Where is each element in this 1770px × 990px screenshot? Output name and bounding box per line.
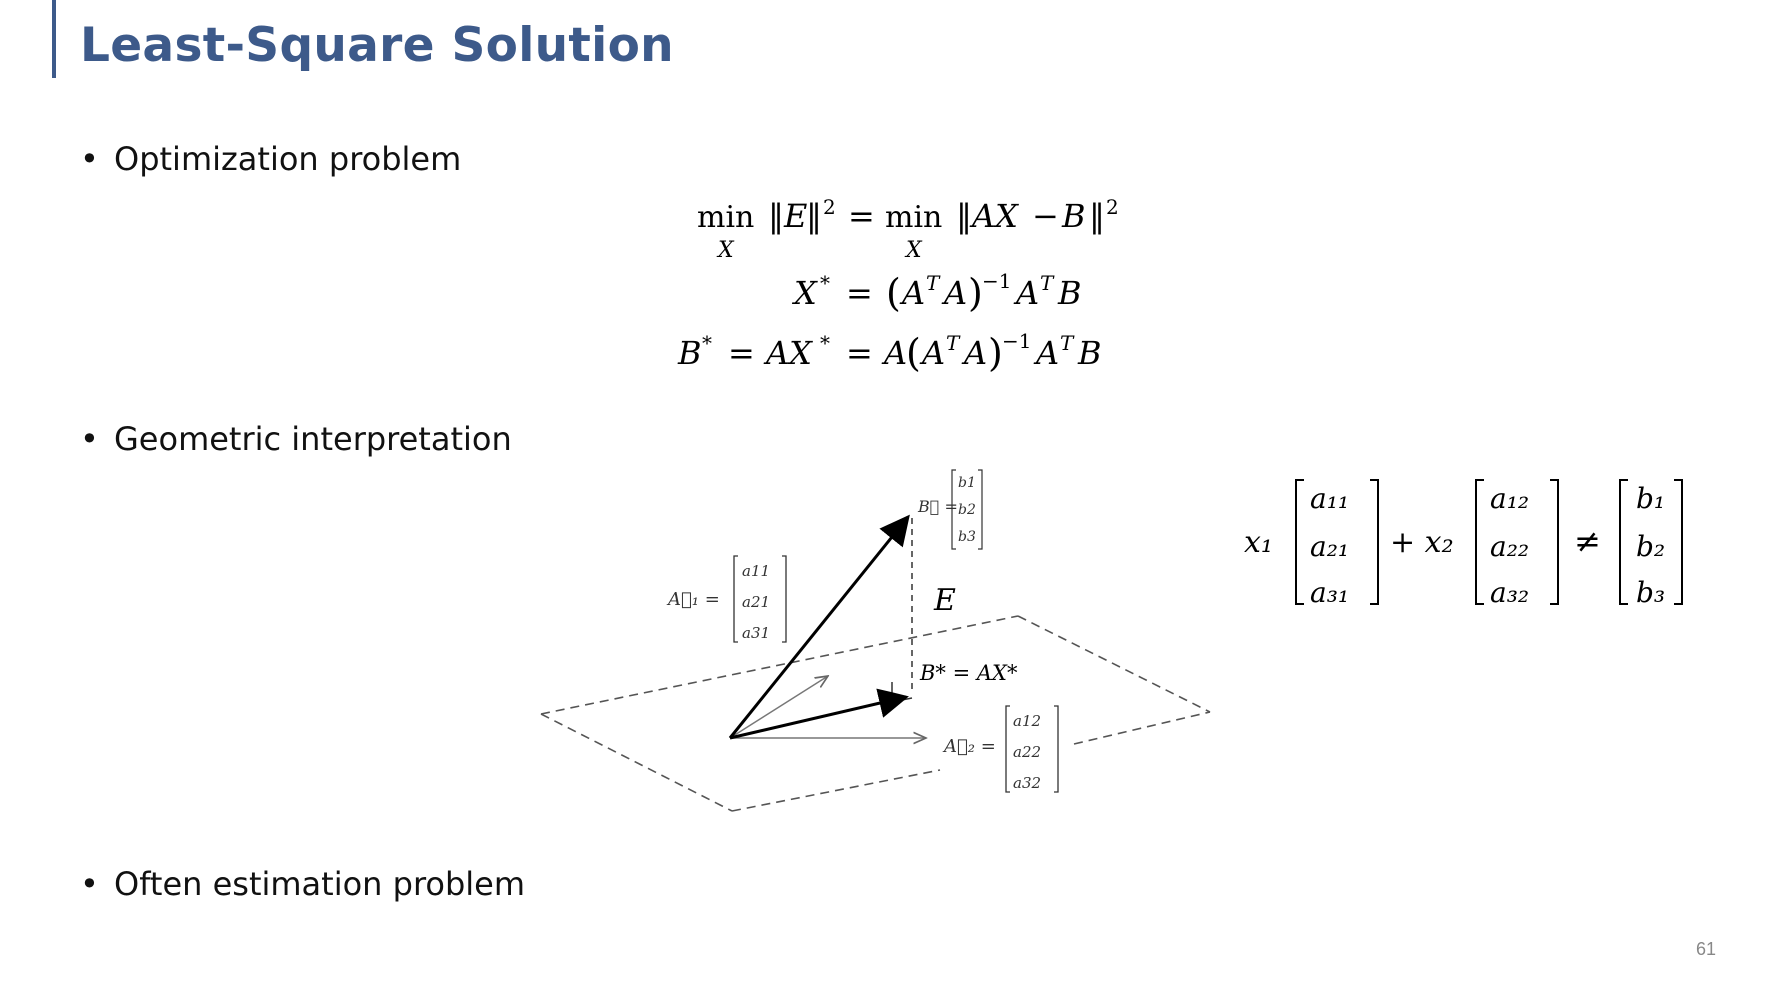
- svg-text:−1: −1: [982, 269, 1012, 293]
- a2-entry-3: a32: [1013, 774, 1042, 792]
- col1-entry-3: a₃₁: [1310, 576, 1350, 609]
- svg-text:‖: ‖: [956, 197, 972, 235]
- bracket-right-icon: [1674, 480, 1682, 604]
- page-number: 61: [1695, 939, 1716, 959]
- equation-b-star: [677, 329, 1102, 375]
- b-vector-label: [917, 470, 982, 549]
- svg-text:‖: ‖: [768, 197, 784, 235]
- svg-text:): ): [968, 271, 983, 315]
- col2-entry-2: a₂₂: [1490, 530, 1530, 563]
- a2-entry-1: a12: [1013, 712, 1042, 730]
- svg-text:A: A: [1016, 274, 1040, 312]
- svg-text:B: B: [1078, 334, 1102, 372]
- a1-vector-label: [666, 556, 786, 642]
- svg-text:A: A: [944, 274, 968, 312]
- svg-text:‖: ‖: [806, 197, 822, 235]
- bracket-left-icon: [1006, 706, 1010, 792]
- a1-entry-3: a31: [742, 624, 771, 642]
- svg-text:=: =: [846, 274, 873, 312]
- svg-text:min: min: [697, 200, 755, 235]
- svg-text:B: B: [678, 334, 702, 372]
- svg-text:‖: ‖: [1089, 197, 1105, 235]
- b-entry-1: b1: [958, 475, 976, 491]
- equation-x-star: [791, 269, 1082, 315]
- svg-text:X: X: [794, 274, 817, 312]
- a1-entry-1: a11: [742, 562, 771, 580]
- bullet-dot-icon: •: [80, 865, 99, 903]
- a2-vector-eq-text: A⃗₂ =: [944, 736, 996, 757]
- b-entry-3: b3: [958, 529, 976, 545]
- a1-vector-eq-text: A⃗₁ =: [668, 589, 720, 610]
- a2-entry-2: a22: [1013, 743, 1042, 761]
- svg-text:A: A: [884, 334, 908, 372]
- plane-parallelogram: [541, 616, 1210, 811]
- svg-text:T: T: [1060, 331, 1074, 355]
- bracket-left-icon: [1476, 480, 1484, 604]
- bracket-right-icon: [782, 556, 786, 642]
- bullet-text: Often estimation problem: [114, 865, 526, 903]
- svg-text:A: A: [902, 274, 926, 312]
- bullet-text: Optimization problem: [114, 140, 462, 178]
- svg-text:(: (: [906, 331, 921, 375]
- svg-text:AX: AX: [766, 334, 812, 372]
- svg-text:): ): [988, 331, 1003, 375]
- svg-text:T: T: [926, 271, 940, 295]
- a2-vector-label: [942, 706, 1058, 792]
- bullet-text: Geometric interpretation: [114, 420, 512, 458]
- svg-text:=: =: [848, 197, 875, 235]
- svg-text:*: *: [820, 331, 830, 355]
- svg-text:A: A: [964, 334, 988, 372]
- svg-text:2: 2: [1106, 195, 1119, 219]
- svg-text:B: B: [1062, 197, 1086, 235]
- col3-entry-1: b₁: [1636, 482, 1666, 515]
- svg-text:min: min: [885, 200, 943, 235]
- bracket-right-icon: [1550, 480, 1558, 604]
- col1-entry-1: a₁₁: [1310, 482, 1350, 515]
- svg-text:=: =: [728, 334, 755, 372]
- svg-text:E: E: [784, 197, 808, 235]
- svg-text:T: T: [946, 331, 960, 355]
- bracket-right-icon: [1054, 706, 1058, 792]
- bracket-left-icon: [1620, 480, 1628, 604]
- col1-entry-2: a₂₁: [1310, 530, 1350, 563]
- col3-entry-2: b₂: [1636, 530, 1666, 563]
- col2-entry-3: a₃₂: [1490, 576, 1530, 609]
- error-label: E: [934, 583, 956, 618]
- slide-title: Least-Square Solution: [80, 18, 674, 73]
- b-vector-eq-text: B⃗ =: [918, 497, 958, 516]
- svg-text:A: A: [1036, 334, 1060, 372]
- plus-x2-term: + x₂: [1390, 525, 1454, 560]
- col3-entry-3: b₃: [1636, 576, 1666, 609]
- svg-text:*: *: [820, 271, 830, 295]
- bullet-dot-icon: •: [80, 140, 99, 178]
- svg-text:T: T: [1040, 271, 1054, 295]
- bracket-right-icon: [1370, 480, 1378, 604]
- side-equation: [1244, 480, 1682, 609]
- svg-text:(: (: [886, 271, 901, 315]
- not-equal-sign: ≠: [1574, 522, 1601, 560]
- svg-text:2: 2: [823, 195, 836, 219]
- b-entry-2: b2: [958, 502, 976, 518]
- svg-text:AX: AX: [972, 197, 1018, 235]
- bracket-left-icon: [734, 556, 738, 642]
- bstar-label: B* = AX*: [920, 661, 1018, 685]
- svg-text:B: B: [1058, 274, 1082, 312]
- vector-a1-line: [730, 676, 828, 738]
- a1-entry-2: a21: [742, 593, 771, 611]
- bullet-dot-icon: •: [80, 420, 99, 458]
- col2-entry-1: a₁₂: [1490, 482, 1530, 515]
- svg-text:=: =: [846, 334, 873, 372]
- svg-text:*: *: [702, 331, 712, 355]
- equation-min-norm: [697, 195, 1119, 263]
- svg-text:X: X: [906, 238, 922, 263]
- svg-text:A: A: [922, 334, 946, 372]
- svg-text:−: −: [1032, 197, 1059, 235]
- svg-text:X: X: [718, 238, 734, 263]
- svg-text:−1: −1: [1002, 329, 1032, 353]
- bracket-left-icon: [1296, 480, 1304, 604]
- x1-term: x₁: [1244, 525, 1273, 560]
- bracket-right-icon: [978, 470, 982, 549]
